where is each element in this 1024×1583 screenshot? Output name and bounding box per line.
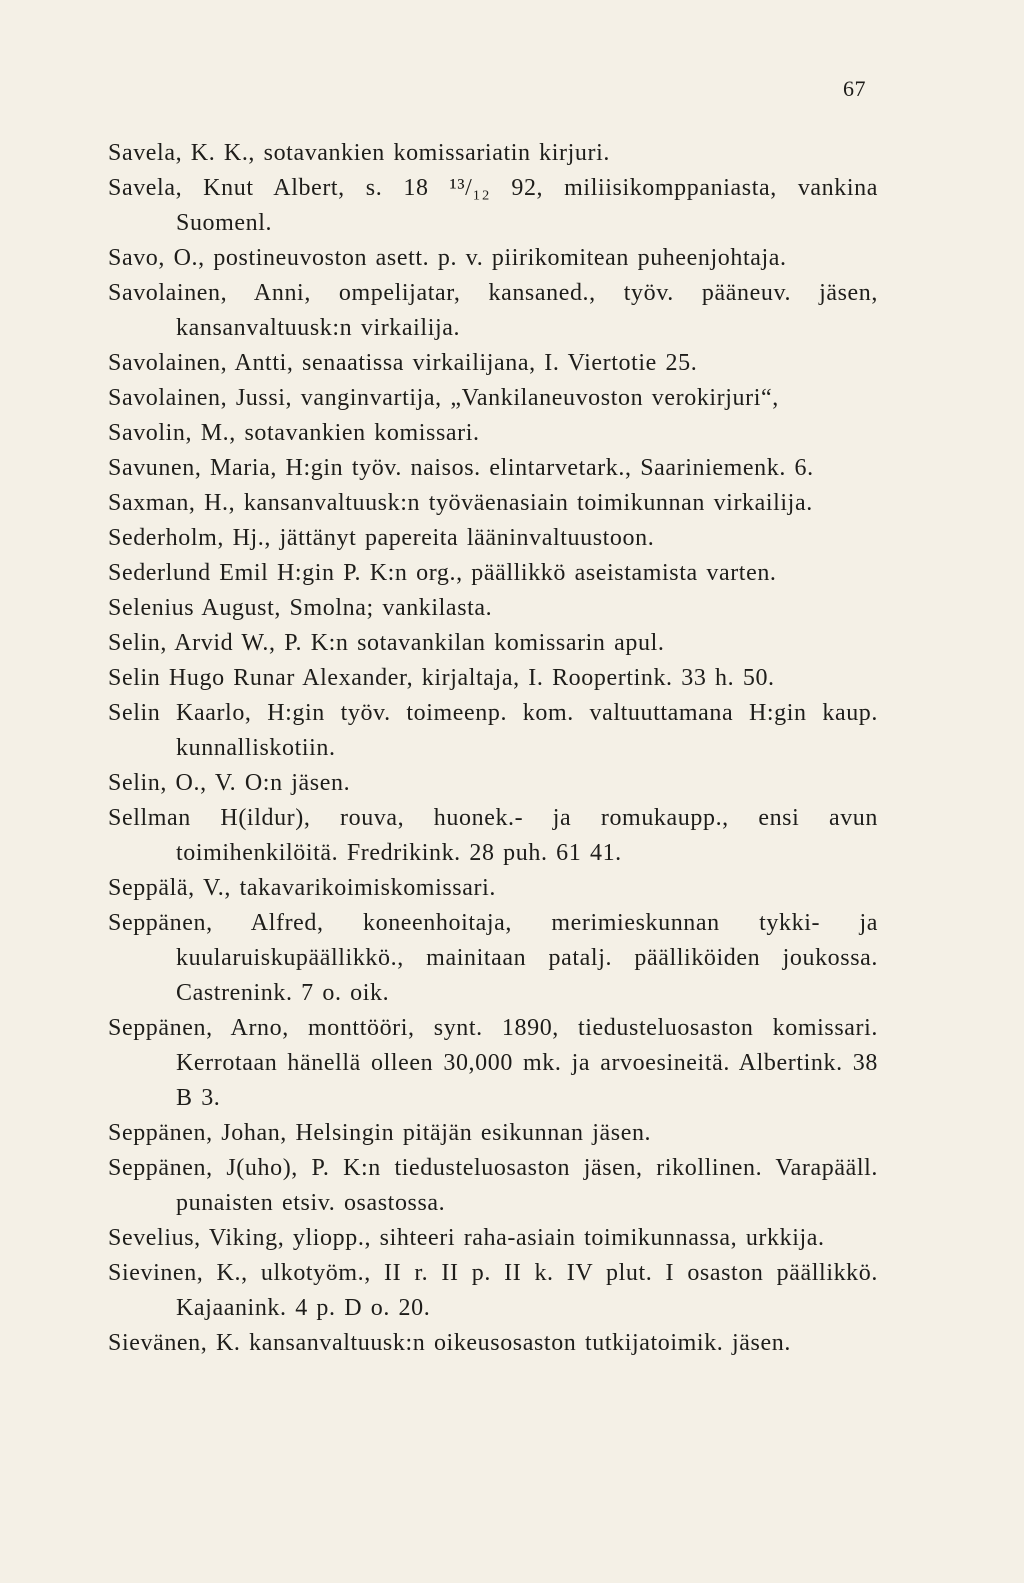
list-item: Seppänen, Alfred, koneenhoitaja, merimieskunnan tykki- ja kuularuiskupäällikkö., mainitaan patalj. päälliköiden joukossa. Castrenink. 7 o. oik. xyxy=(108,910,878,1006)
list-item: Seppänen, Johan, Helsingin pitäjän esikunnan jäsen. xyxy=(108,1120,652,1146)
list-item: Selenius August, Smolna; vankilasta. xyxy=(108,595,493,621)
list-item: Seppälä, V., takavarikoimiskomissari. xyxy=(108,875,496,901)
list-item: Savela, K. K., sotavankien komissariatin kirjuri. xyxy=(108,140,610,166)
list-item: Selin, Arvid W., P. K:n sotavankilan komissarin apul. xyxy=(108,630,665,656)
list-item: Savolainen, Jussi, vanginvartija, „Vankilaneuvoston verokirjuri“, xyxy=(108,385,779,411)
list-item: Seppänen, Arno, monttööri, synt. 1890, tiedusteluosaston komissari. Kerrotaan hänellä olleen 30,000 mk. ja arvoesineitä. Albertink. 38 B 3. xyxy=(108,1015,878,1111)
entry-list xyxy=(108,136,878,1361)
list-item: Savolainen, Anni, ompelijatar, kansaned., työv. pääneuv. jäsen, kansanvaltuusk:n virkailija. xyxy=(108,280,878,341)
page-number: 67 xyxy=(843,76,866,101)
list-item: Selin Kaarlo, H:gin työv. toimeenp. kom. valtuuttamana H:gin kaup. kunnalliskotiin. xyxy=(108,700,878,761)
list-item: Selin, O., V. O:n jäsen. xyxy=(108,770,351,796)
list-item: Sederlund Emil H:gin P. K:n org., päällikkö aseistamista varten. xyxy=(108,560,777,586)
list-item: Savolin, M., sotavankien komissari. xyxy=(108,420,480,446)
list-item: Sievinen, K., ulkotyöm., II r. II p. II k. IV plut. I osaston päällikkö. Kajaanink. 4 p. D o. 20. xyxy=(108,1260,878,1321)
list-item: Sievänen, K. kansanvaltuusk:n oikeusosaston tutkijatoimik. jäsen. xyxy=(108,1330,791,1356)
list-item: Sellman H(ildur), rouva, huonek.- ja romukaupp., ensi avun toimihenkilöitä. Fredrikink. 28 puh. 61 41. xyxy=(108,805,878,866)
list-item: Savela, Knut Albert, s. 18 ¹³/₁₂ 92, miliisikomppaniasta, vankina Suomenl. xyxy=(108,175,878,236)
list-item: Sederholm, Hj., jättänyt papereita lääninvaltuustoon. xyxy=(108,525,655,551)
list-item: Savolainen, Antti, senaatissa virkailijana, I. Viertotie 25. xyxy=(108,350,698,376)
list-item: Savunen, Maria, H:gin työv. naisos. elintarvetark., Saariniemenk. 6. xyxy=(108,455,814,481)
list-item: Seppänen, J(uho), P. K:n tiedusteluosaston jäsen, rikollinen. Varapääll. punaisten etsiv. osastossa. xyxy=(108,1155,878,1216)
list-item: Savo, O., postineuvoston asett. p. v. piirikomitean puheenjohtaja. xyxy=(108,245,787,271)
list-item: Sevelius, Viking, yliopp., sihteeri raha-asiain toimikunnassa, urkkija. xyxy=(108,1225,825,1251)
list-item: Saxman, H., kansanvaltuusk:n työväenasiain toimikunnan virkailija. xyxy=(108,490,813,516)
list-item: Selin Hugo Runar Alexander, kirjaltaja, I. Roopertink. 33 h. 50. xyxy=(108,665,775,691)
